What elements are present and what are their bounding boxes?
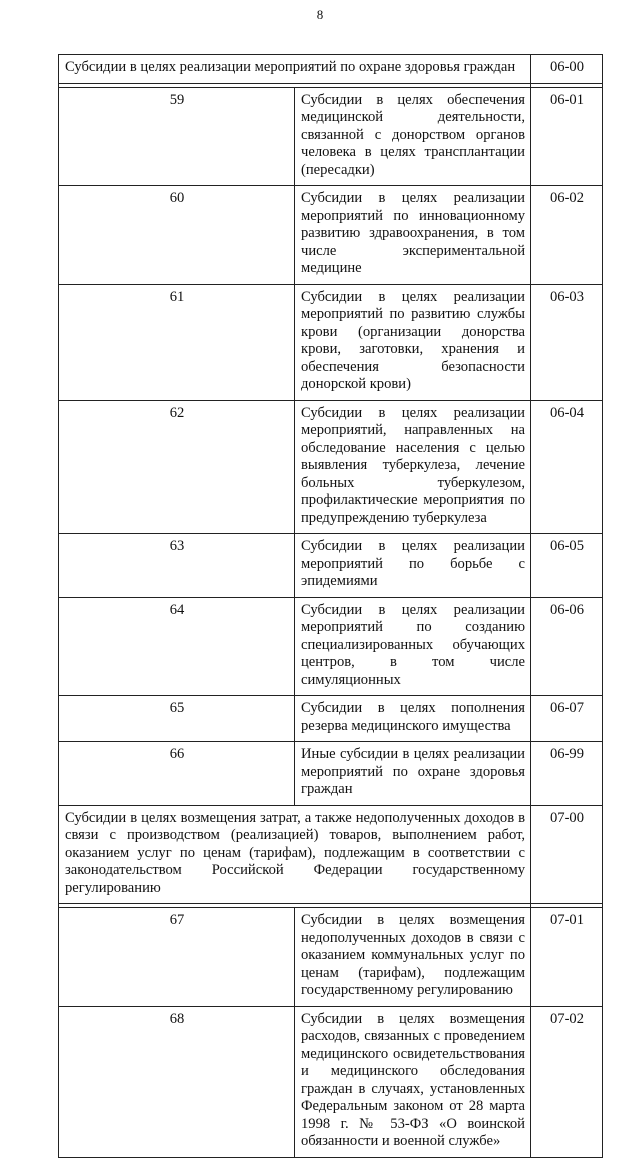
row-number: 65 <box>59 696 295 742</box>
group-row <box>59 805 603 904</box>
row-code: 06-05 <box>531 534 603 598</box>
row-description: Субсидии в целях реализации мероприятий, направленных на обследование населения с целью выявления туберкулеза, лечение больных туберкулезом, профилактические мероприятия по предупреждению туберкулеза <box>295 400 531 534</box>
table-row <box>59 186 603 285</box>
table-row <box>59 534 603 598</box>
row-code: 06-99 <box>531 742 603 806</box>
row-code: 06-01 <box>531 87 603 186</box>
row-number: 67 <box>59 908 295 1007</box>
row-code: 07-00 <box>531 805 603 904</box>
row-description: Субсидии в целях реализации мероприятий по созданию специализированных обучающих центров, в том числе симуляционных <box>295 597 531 696</box>
row-code: 07-02 <box>531 1006 603 1157</box>
row-code: 06-03 <box>531 284 603 400</box>
row-number: 61 <box>59 284 295 400</box>
row-description: Субсидии в целях реализации мероприятий по борьбе с эпидемиями <box>295 534 531 598</box>
page-number: 8 <box>316 7 324 22</box>
row-code: 06-07 <box>531 696 603 742</box>
table-row <box>59 742 603 806</box>
row-number: 64 <box>59 597 295 696</box>
row-code: 07-01 <box>531 908 603 1007</box>
group-description: Субсидии в целях реализации мероприятий по охране здоровья граждан <box>59 55 531 84</box>
table-row <box>59 87 603 186</box>
row-number: 63 <box>59 534 295 598</box>
table-row <box>59 908 603 1007</box>
row-description: Субсидии в целях реализации мероприятий по развитию службы крови (организации донорства крови, заготовки, хранения и обеспечения безопасности донорской крови) <box>295 284 531 400</box>
row-number: 68 <box>59 1006 295 1157</box>
row-number: 62 <box>59 400 295 534</box>
row-number: 60 <box>59 186 295 285</box>
row-description: Субсидии в целях пополнения резерва медицинского имущества <box>295 696 531 742</box>
table-row <box>59 284 603 400</box>
table-row <box>59 1006 603 1157</box>
table-row <box>59 696 603 742</box>
row-code: 06-02 <box>531 186 603 285</box>
row-description: Субсидии в целях возмещения расходов, связанных с проведением медицинского освидетельствования и медицинского обследования граждан в случаях, установленных Федеральным законом от 28 марта 1998 г. № 53-ФЗ «О воинской обязанности и военной службе» <box>295 1006 531 1157</box>
row-description: Субсидии в целях реализации мероприятий по инновационному развитию здравоохранения, в том числе экспериментальной медицине <box>295 186 531 285</box>
row-code: 06-04 <box>531 400 603 534</box>
row-description: Иные субсидии в целях реализации мероприятий по охране здоровья граждан <box>295 742 531 806</box>
row-code: 06-06 <box>531 597 603 696</box>
row-description: Субсидии в целях возмещения недополученных доходов в связи с оказанием коммунальных услуг по ценам (тарифам), подлежащим государственному регулированию <box>295 908 531 1007</box>
group-description: Субсидии в целях возмещения затрат, а также недополученных доходов в связи с производством (реализацией) товаров, выполнением работ, оказанием услуг по ценам (тарифам), подлежащим в соответствии с законодательством Российской Федерации государственному регулированию <box>59 805 531 904</box>
table-row <box>59 597 603 696</box>
row-description: Субсидии в целях обеспечения медицинской деятельности, связанной с донорством органов человека в целях трансплантации (пересадки) <box>295 87 531 186</box>
row-number: 66 <box>59 742 295 806</box>
table-body <box>59 55 603 1158</box>
row-code: 06-00 <box>531 55 603 84</box>
group-row <box>59 55 603 84</box>
subsidy-codes-table <box>58 54 603 1158</box>
row-number: 59 <box>59 87 295 186</box>
table-row <box>59 400 603 534</box>
